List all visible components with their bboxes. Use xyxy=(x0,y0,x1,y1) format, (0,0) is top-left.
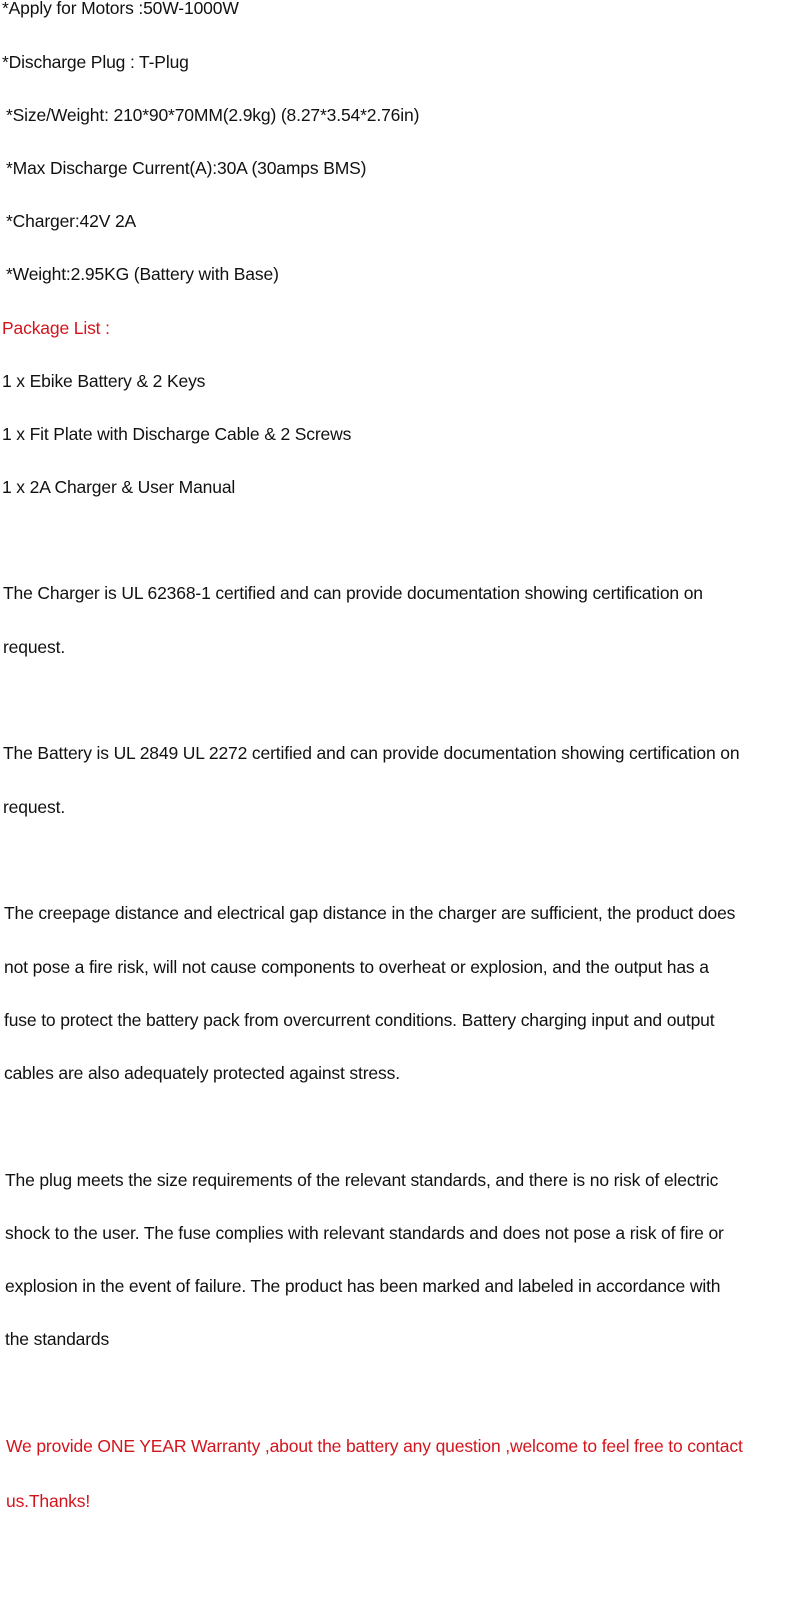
plug-line: shock to the user. The fuse complies with relevant standards and does not pose a risk of fire or xyxy=(5,1223,724,1243)
spec-weight: *Weight:2.95KG (Battery with Base) xyxy=(6,264,279,284)
plug-line: The plug meets the size requirements of the relevant standards, and there is no risk of electric xyxy=(5,1170,719,1190)
package-item: 1 x Ebike Battery & 2 Keys xyxy=(2,371,206,391)
package-item: 1 x Fit Plate with Discharge Cable & 2 Screws xyxy=(2,424,352,444)
creepage-line: fuse to protect the battery pack from overcurrent conditions. Battery charging input and output xyxy=(4,1010,715,1030)
spec-size-weight: *Size/Weight: 210*90*70MM(2.9kg) (8.27*3.54*2.76in) xyxy=(6,105,420,125)
plug-line: explosion in the event of failure. The product has been marked and labeled in accordance with xyxy=(5,1276,721,1296)
creepage-line: cables are also adequately protected against stress. xyxy=(4,1063,400,1083)
battery-cert-line: The Battery is UL 2849 UL 2272 certified and can provide documentation showing certification on xyxy=(3,743,740,763)
creepage-line: The creepage distance and electrical gap distance in the charger are sufficient, the product does xyxy=(4,903,736,923)
creepage-line: not pose a fire risk, will not cause components to overheat or explosion, and the output has a xyxy=(4,957,709,977)
charger-cert-line: request. xyxy=(3,637,66,657)
charger-cert-line: The Charger is UL 62368-1 certified and can provide documentation showing certification on xyxy=(3,583,703,603)
spec-charger: *Charger:42V 2A xyxy=(6,211,137,231)
package-item: 1 x 2A Charger & User Manual xyxy=(2,477,236,497)
spec-motors: *Apply for Motors :50W-1000W xyxy=(2,0,239,18)
spec-max-discharge-current: *Max Discharge Current(A):30A (30amps BMS) xyxy=(6,158,367,178)
warranty-line: us.Thanks! xyxy=(6,1491,91,1511)
plug-line: the standards xyxy=(5,1329,110,1349)
warranty-line: We provide ONE YEAR Warranty ,about the battery any question ,welcome to feel free to contact xyxy=(6,1436,743,1456)
package-list-heading: Package List : xyxy=(2,318,110,338)
battery-cert-line: request. xyxy=(3,797,66,817)
spec-discharge-plug: *Discharge Plug : T-Plug xyxy=(2,52,189,72)
